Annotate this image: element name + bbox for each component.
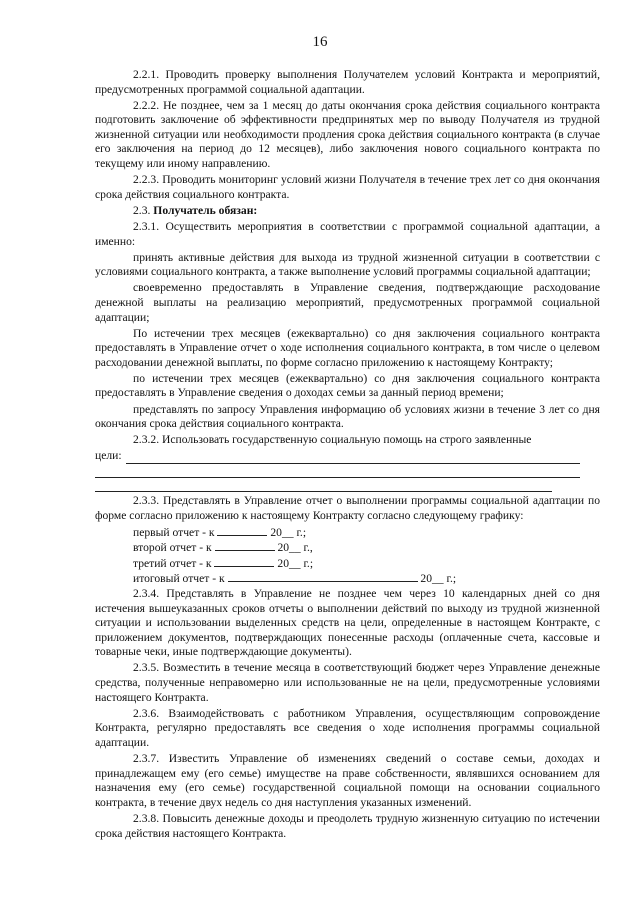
section-title: Получатель обязан: bbox=[153, 203, 258, 217]
section-2-3-heading bbox=[95, 204, 600, 219]
clause-2-2-2: 2.2.2. Не позднее, чем за 1 месяц до даты окончания срока действия социального контракта подготовить заключение об эффективности предпринятых мер по выводу Получателя из трудной жизненной ситуации или необходимости продления срока действия социального контракта (в случае его заключения на период до 12 месяцев), либо заключения нового социального контракта по текущему или иному направлению. bbox=[95, 98, 600, 171]
schedule-row: первый отчет - к 20__ г.; bbox=[133, 525, 307, 539]
page-number: 16 bbox=[312, 34, 328, 50]
obligation-item: По истечении трех месяцев (ежеквартально) со дня заключения социального контракта предоставлять в Управление отчет о ходе исполнения социального контракта, в том числе о целевом расходовании денежной выплаты, по форме согласно приложению к настоящему Контракту; bbox=[95, 326, 600, 369]
clause-2-3-8: 2.3.8. Повысить денежные доходы и преодолеть трудную жизненную ситуацию по истечении срока действия настоящего Контракта. bbox=[95, 811, 600, 840]
obligation-item: своевременно предоставлять в Управление сведения, подтверждающие расходование денежной выплаты на реализацию мероприятий, предусмотренных программой социальной адаптации; bbox=[95, 281, 600, 324]
clause-2-3-5: 2.3.5. Возместить в течение месяца в соответствующий бюджет через Управление денежные средства, полученные неправомерно или использованные не на цели, предусмотренные условиями настоящего Контракта. bbox=[95, 661, 600, 704]
clause-2-2-1: 2.2.1. Проводить проверку выполнения Получателем условий Контракта и мероприятий, предусмотренных программой социальной адаптации. bbox=[95, 68, 600, 96]
schedule-row: третий отчет - к 20__ г.; bbox=[133, 556, 314, 570]
purpose-label: цели: bbox=[95, 449, 122, 463]
obligation-item: представлять по запросу Управления информацию об условиях жизни в течение 3 лет со дня окончания срока действия социального контракта. bbox=[95, 402, 600, 431]
clause-2-2-3: 2.2.3. Проводить мониторинг условий жизни Получателя в течение трех лет со дня окончания срока действия социального контракта. bbox=[95, 173, 600, 201]
schedule-row: второй отчет - к 20__ г., bbox=[133, 541, 313, 555]
clause-2-3-4: 2.3.4. Представлять в Управление не позднее чем через 10 календарных дней со дня истечения вышеуказанных сроков отчеты о выполнении действий по выходу из трудной жизненной ситуации и использовании выделенных средств на цели, определенные в настоящем Контракте, с приложением документов, подтверждающих понесенные расходы (оплаченные счета, кассовые и товарные чеки, иные подтверждающие документы). bbox=[95, 587, 600, 659]
document-body bbox=[95, 68, 600, 843]
clause-2-3-2: 2.3.2. Использовать государственную социальную помощь на строго заявленные bbox=[133, 433, 532, 447]
fill-line bbox=[95, 480, 552, 492]
clause-2-3-3: 2.3.3. Представлять в Управление отчет о выполнении программы социальной адаптации по форме согласно приложению к настоящему Контракту согласно следующему графику: bbox=[95, 493, 600, 522]
clause-2-3-6: 2.3.6. Взаимодействовать с работником Управления, осуществляющим сопровождение Контракта, регулярно предоставлять все сведения о ходе исполнения программы социальной адаптации. bbox=[95, 706, 600, 749]
schedule-row: итоговый отчет - к 20__ г.; bbox=[133, 572, 457, 586]
obligation-item: принять активные действия для выхода из трудной жизненной ситуации в соответствии с условиями социального контракта, а также выполнение условий программы социальной адаптации; bbox=[95, 250, 600, 279]
section-number: 2.3. bbox=[133, 203, 151, 217]
fill-line bbox=[126, 453, 580, 464]
fill-line bbox=[95, 466, 580, 478]
clause-2-3-1: 2.3.1. Осуществить мероприятия в соответствии с программой социальной адаптации, а именно: bbox=[95, 219, 600, 248]
obligation-item: по истечении трех месяцев (ежеквартально) со дня заключения социального контракта предоставлять в Управление сведения о доходах семьи за данный период времени; bbox=[95, 371, 600, 400]
purpose-fill-lines bbox=[95, 449, 600, 492]
clause-2-3-7: 2.3.7. Известить Управление об изменениях сведений о составе семьи, доходах и принадлежащем ему (его семье) имуществе на праве собственности, являвшихся основанием для назначения ему (его семье) государственной социальной помощи на основании социального контракта, в течение двух недель со дня наступления указанных изменений. bbox=[95, 752, 600, 809]
report-schedule bbox=[95, 525, 600, 587]
